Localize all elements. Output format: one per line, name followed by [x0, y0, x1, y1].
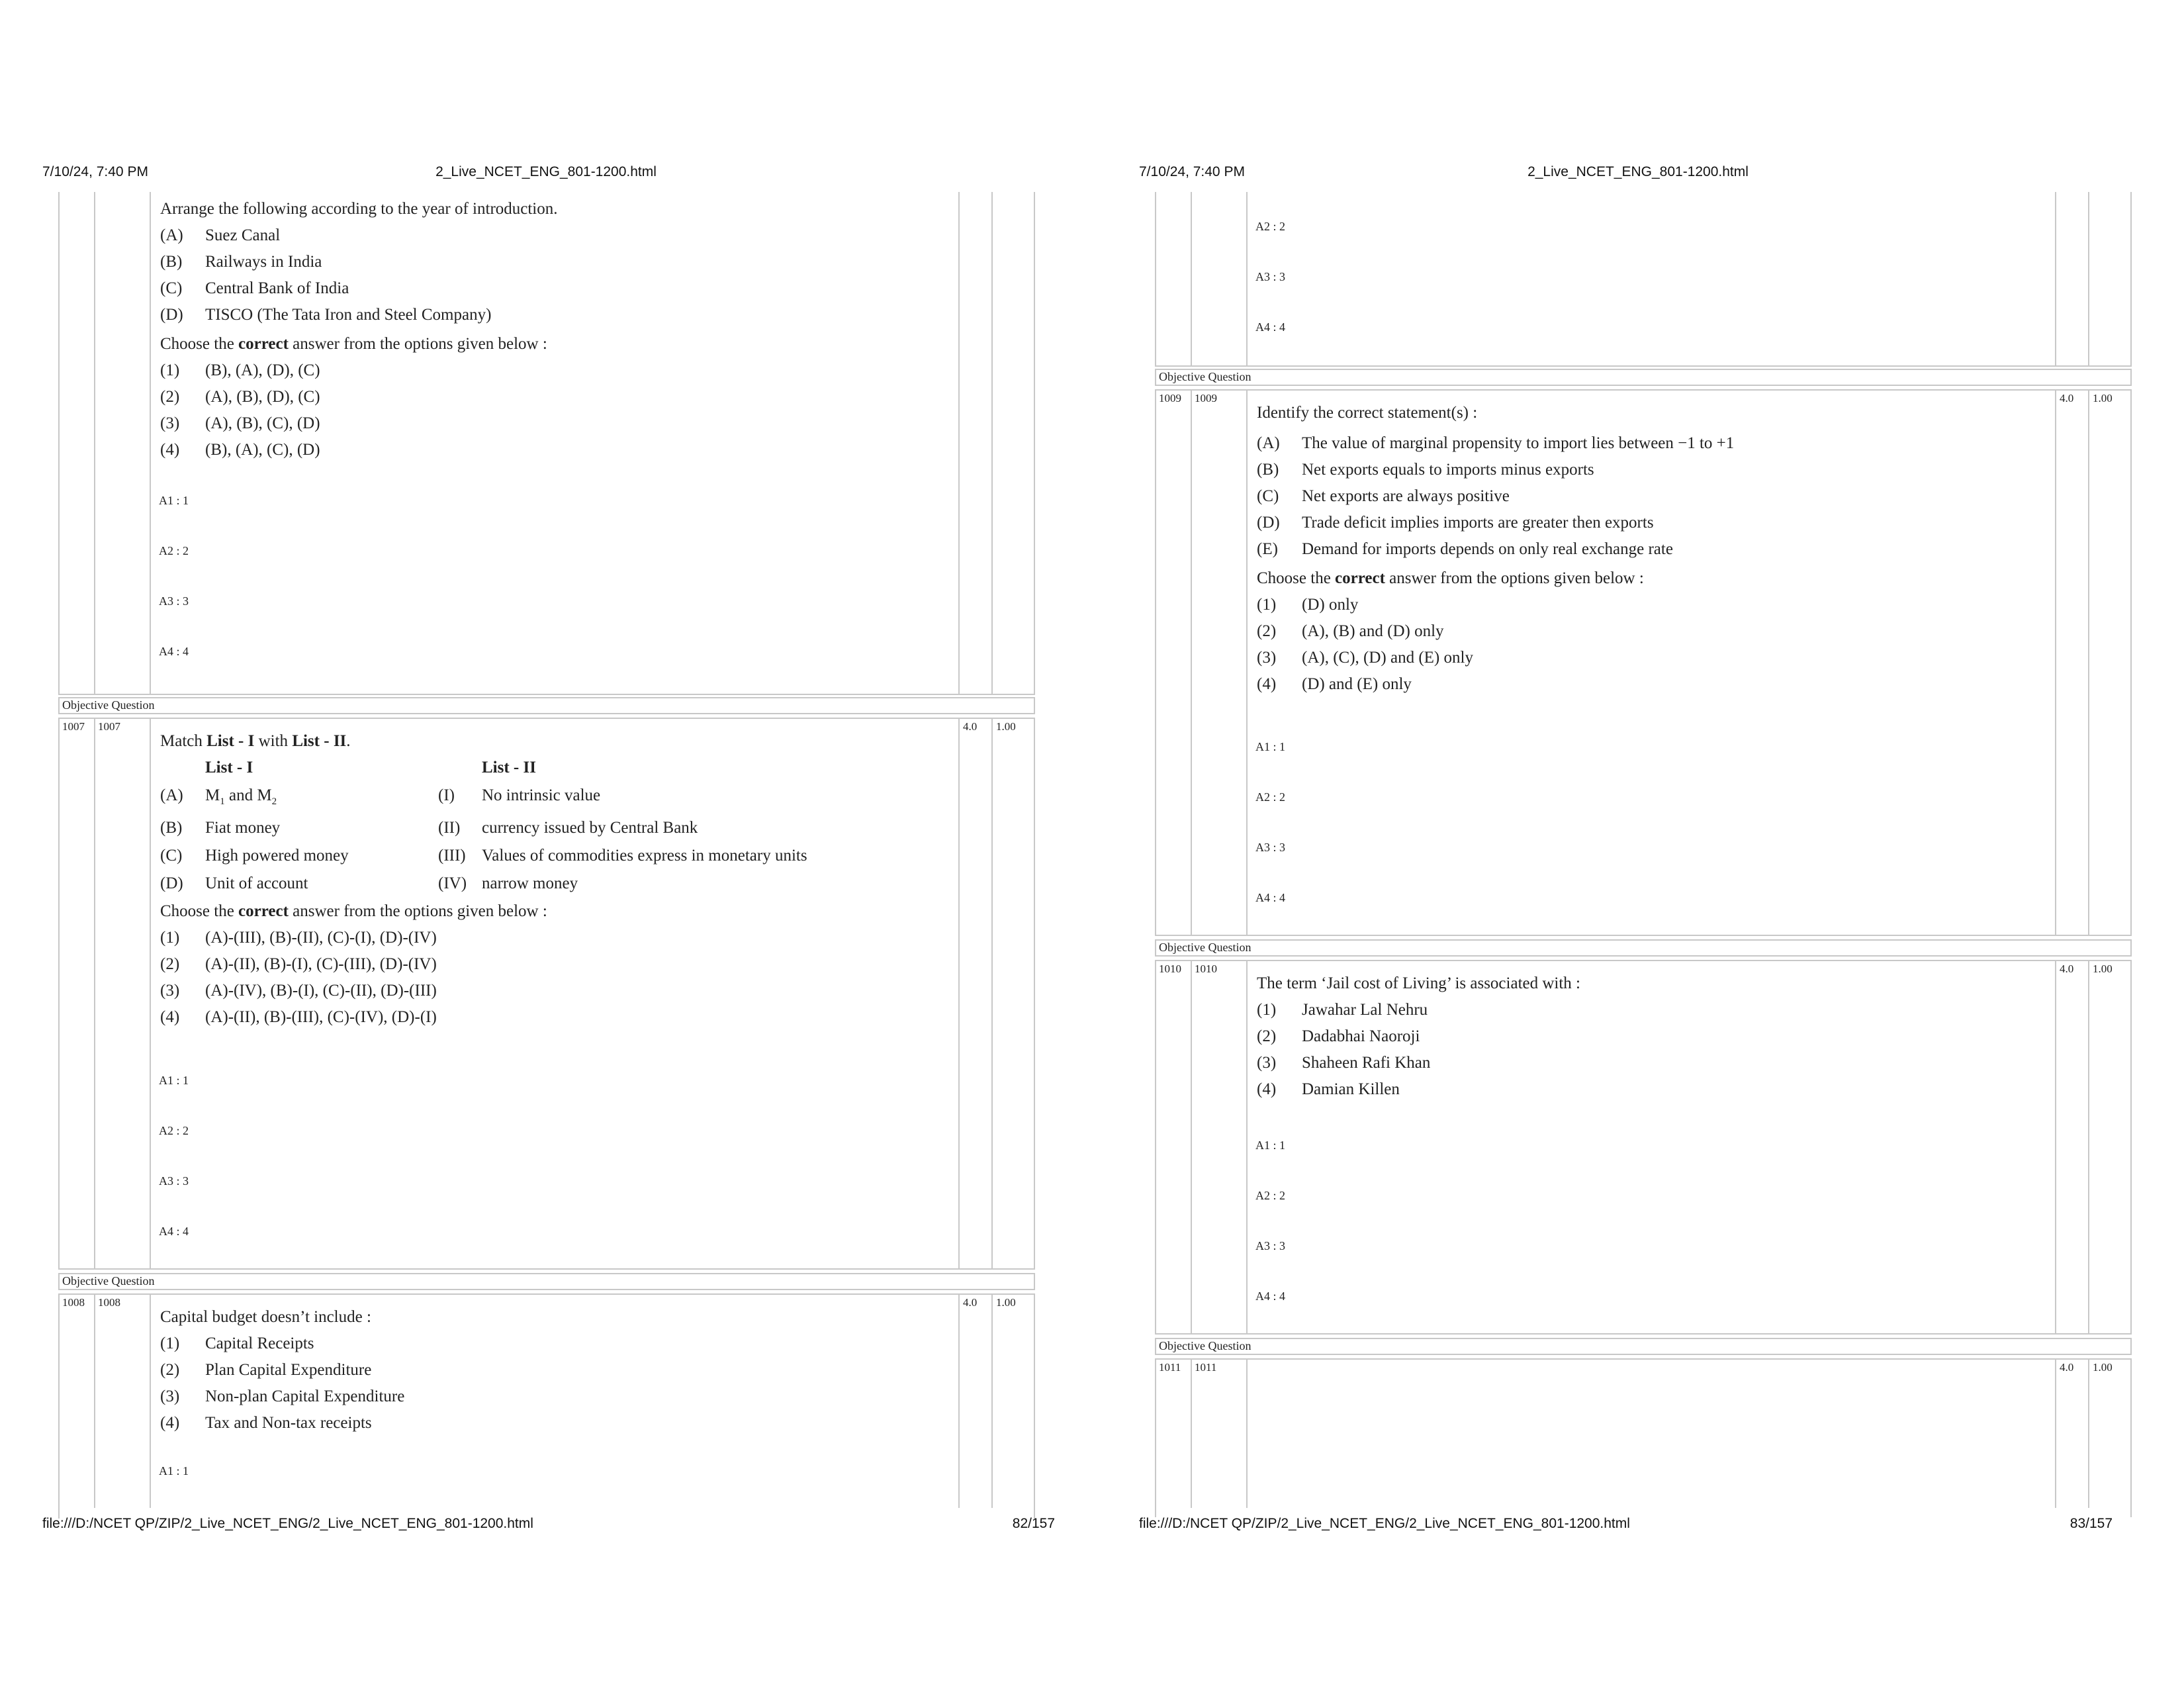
table-border	[1191, 389, 1192, 936]
objective-question-label: Objective Question	[1159, 941, 1251, 954]
option-text: Shaheen Rafi Khan	[1302, 1054, 1431, 1072]
table-border	[958, 718, 960, 1270]
match-row	[160, 782, 807, 815]
item-text: Suez Canal	[205, 226, 281, 244]
table-border	[1155, 192, 1156, 367]
item-text: Railways in India	[205, 253, 322, 271]
question-marks: 4.0	[2060, 1361, 2074, 1374]
answer-label: A3 : 3	[159, 1174, 189, 1188]
option-text: Plan Capital Expenditure	[205, 1361, 372, 1379]
answer-label: A1 : 1	[1255, 740, 1285, 753]
header-title: 2_Live_NCET_ENG_801-1200.html	[1527, 164, 1749, 179]
option-key: (3)	[160, 982, 180, 1000]
option-text: (A), (C), (D) and (E) only	[1302, 649, 1473, 667]
question-continued	[160, 196, 558, 463]
table-border	[2088, 1358, 2089, 1508]
option-key: (4)	[160, 441, 180, 459]
question-id: 1007	[98, 720, 120, 733]
question-marks: 4.0	[2060, 392, 2074, 404]
option-text: Capital Receipts	[205, 1335, 314, 1352]
option-key: (4)	[160, 1008, 180, 1026]
objective-question-label: Objective Question	[62, 698, 155, 712]
table-border	[2088, 389, 2089, 936]
item-text: TISCO (The Tata Iron and Steel Company)	[205, 306, 492, 324]
option-text: (A), (B), (C), (D)	[205, 414, 320, 432]
table-border	[58, 192, 60, 695]
answer-label: A3 : 3	[1255, 841, 1285, 854]
option-text: (A)-(II), (B)-(I), (C)-(III), (D)-(IV)	[205, 955, 437, 973]
answer-label: A4 : 4	[1255, 1289, 1285, 1303]
objective-question-header	[58, 697, 1035, 714]
list1-text: Fiat money	[205, 819, 281, 837]
option-text: Tax and Non-tax receipts	[205, 1414, 372, 1432]
table-border	[2055, 1358, 2056, 1508]
objective-question-header	[58, 1273, 1035, 1290]
subscript: 1	[220, 796, 225, 807]
list2-text: narrow money	[482, 874, 578, 892]
option-key: (1)	[160, 929, 180, 947]
subscript: 2	[271, 796, 277, 807]
objective-question-label: Objective Question	[1159, 370, 1251, 383]
question-negative-marks: 1.00	[2093, 392, 2113, 404]
match-row	[160, 843, 807, 870]
answer-label: A4 : 4	[159, 645, 189, 658]
list2-key: (IV)	[438, 874, 467, 892]
question-1009	[1257, 400, 1734, 698]
answer-label: A1 : 1	[159, 1074, 189, 1087]
list1-key: (A)	[160, 786, 183, 804]
question-id: 1011	[1195, 1361, 1217, 1374]
footer-path: file:///D:/NCET QP/ZIP/2_Live_NCET_ENG/2_Live_NCET_ENG_801-1200.html	[42, 1516, 533, 1531]
question-stem: Identify the correct statement(s) :	[1257, 404, 1478, 422]
question-id: 1010	[1159, 962, 1181, 975]
option-text: (A)-(III), (B)-(II), (C)-(I), (D)-(IV)	[205, 929, 437, 947]
stem-text: .	[346, 732, 351, 750]
objective-question-header	[1155, 369, 2132, 386]
table-border	[2088, 960, 2089, 1335]
item-text: Demand for imports depends on only real exchange rate	[1302, 540, 1673, 558]
item-text: Net exports are always positive	[1302, 487, 1510, 505]
question-id: 1009	[1159, 392, 1181, 404]
choose-bold: correct	[238, 335, 289, 353]
list2-key: (I)	[438, 786, 455, 804]
header-date: 7/10/24, 7:40 PM	[42, 164, 148, 179]
question-stem: Capital budget doesn’t include :	[160, 1308, 371, 1326]
option-key: (4)	[1257, 1080, 1277, 1098]
item-text: Trade deficit implies imports are greater then exports	[1302, 514, 1654, 532]
stem-bold: List - I	[206, 732, 255, 750]
answer-label: A2 : 2	[1255, 220, 1285, 233]
table-border	[2055, 192, 2056, 367]
question-id: 1008	[62, 1296, 85, 1309]
option-key: (4)	[1257, 675, 1277, 693]
table-border	[1155, 365, 2132, 367]
option-text: Dadabhai Naoroji	[1302, 1027, 1420, 1045]
item-text: Net exports equals to imports minus exports	[1302, 461, 1594, 479]
option-key: (3)	[1257, 1054, 1277, 1072]
answer-label: A2 : 2	[1255, 790, 1285, 804]
footer-path: file:///D:/NCET QP/ZIP/2_Live_NCET_ENG/2_Live_NCET_ENG_801-1200.html	[1139, 1516, 1630, 1531]
question-id: 1009	[1195, 392, 1217, 404]
choose-text: Choose the	[160, 335, 239, 353]
option-text: Jawahar Lal Nehru	[1302, 1001, 1428, 1019]
option-text: (D) only	[1302, 596, 1359, 614]
table-border	[1191, 192, 1192, 367]
item-key: (B)	[160, 253, 183, 271]
option-key: (2)	[160, 955, 180, 973]
option-key: (4)	[160, 1414, 180, 1432]
option-text: (A)-(II), (B)-(III), (C)-(IV), (D)-(I)	[205, 1008, 437, 1026]
item-key: (D)	[160, 306, 183, 324]
table-border	[1191, 960, 1192, 1335]
option-text: (B), (A), (C), (D)	[205, 441, 320, 459]
choose-bold: correct	[1335, 569, 1385, 587]
answer-label: A4 : 4	[1255, 320, 1285, 334]
option-key: (2)	[160, 388, 180, 406]
choose-text: answer from the options given below :	[1385, 569, 1644, 587]
list1-heading: List - I	[205, 759, 253, 776]
answer-label: A1 : 1	[1255, 1139, 1285, 1152]
option-text: Damian Killen	[1302, 1080, 1400, 1098]
option-key: (1)	[160, 1335, 180, 1352]
table-border	[2088, 192, 2089, 367]
answer-label: A2 : 2	[159, 1124, 189, 1137]
option-key: (2)	[160, 1361, 180, 1379]
list1-text: M	[205, 786, 220, 804]
right-page	[1092, 0, 2184, 1688]
question-id: 1008	[98, 1296, 120, 1309]
header-date: 7/10/24, 7:40 PM	[1139, 164, 1245, 179]
item-key: (D)	[1257, 514, 1280, 532]
option-key: (1)	[1257, 1001, 1277, 1019]
table-border	[150, 1293, 151, 1508]
match-row	[160, 870, 807, 898]
question-block-1011	[1155, 1358, 2132, 1517]
answer-label: A4 : 4	[159, 1225, 189, 1238]
question-stem: Arrange the following according to the year of introduction.	[160, 200, 558, 218]
question-id: 1010	[1195, 962, 1217, 975]
item-text: Central Bank of India	[205, 279, 349, 297]
question-stem: The term ‘Jail cost of Living’ is associated with :	[1257, 974, 1581, 992]
option-key: (1)	[160, 361, 180, 379]
item-key: (A)	[1257, 434, 1280, 452]
option-text: (B), (A), (D), (C)	[205, 361, 320, 379]
objective-question-label: Objective Question	[1159, 1339, 1251, 1352]
list2-key: (III)	[438, 847, 466, 865]
match-row	[160, 815, 807, 843]
choose-text: answer from the options given below :	[288, 335, 547, 353]
option-key: (1)	[1257, 596, 1277, 614]
question-1008	[160, 1304, 404, 1436]
table-border	[94, 1293, 95, 1508]
option-text: (D) and (E) only	[1302, 675, 1412, 693]
option-key: (2)	[1257, 1027, 1277, 1045]
question-id: 1011	[1159, 1361, 1181, 1374]
answer-label: A4 : 4	[1255, 891, 1285, 904]
objective-question-header	[1155, 1338, 2132, 1355]
objective-question-header	[1155, 939, 2132, 957]
choose-text: Choose the	[1257, 569, 1336, 587]
list1-key: (B)	[160, 819, 183, 837]
question-id: 1007	[62, 720, 85, 733]
choose-text: Choose the	[160, 902, 239, 920]
table-border	[94, 718, 95, 1270]
table-border	[1246, 389, 1248, 936]
question-negative-marks: 1.00	[2093, 962, 2113, 975]
list1-key: (D)	[160, 874, 183, 892]
item-key: (E)	[1257, 540, 1278, 558]
question-marks: 4.0	[963, 1296, 978, 1309]
item-key: (B)	[1257, 461, 1279, 479]
option-text: (A), (B) and (D) only	[1302, 622, 1444, 640]
list2-heading: List - II	[482, 759, 536, 776]
item-text: The value of marginal propensity to import lies between −1 to +1	[1302, 434, 1735, 452]
question-negative-marks: 1.00	[2093, 1361, 2113, 1374]
list2-text: No intrinsic value	[482, 786, 601, 804]
option-key: (3)	[1257, 649, 1277, 667]
option-text: (A), (B), (D), (C)	[205, 388, 320, 406]
list1-text: High powered money	[205, 847, 349, 865]
list1-key: (C)	[160, 847, 183, 865]
header-title: 2_Live_NCET_ENG_801-1200.html	[435, 164, 657, 179]
table-border	[958, 192, 960, 695]
footer-page-number: 83/157	[2070, 1516, 2113, 1531]
item-key: (A)	[160, 226, 183, 244]
answer-label: A2 : 2	[159, 544, 189, 557]
table-border	[2130, 192, 2132, 367]
option-text: Non-plan Capital Expenditure	[205, 1387, 405, 1405]
question-marks: 4.0	[963, 720, 978, 733]
question-marks: 4.0	[2060, 962, 2074, 975]
question-1007	[160, 728, 807, 1031]
table-border	[1034, 192, 1035, 695]
answer-label: A3 : 3	[1255, 1239, 1285, 1252]
choose-text: answer from the options given below :	[288, 902, 547, 920]
footer-page-number: 82/157	[1012, 1516, 1055, 1531]
list1-text: Unit of account	[205, 874, 308, 892]
answer-label: A2 : 2	[1255, 1189, 1285, 1202]
question-negative-marks: 1.00	[996, 1296, 1016, 1309]
choose-bold: correct	[238, 902, 289, 920]
table-border	[958, 1293, 960, 1508]
table-border	[1191, 1358, 1192, 1508]
table-border	[991, 192, 993, 695]
list1-text: and M	[224, 786, 272, 804]
table-border	[150, 718, 151, 1270]
table-border	[2055, 960, 2056, 1335]
list2-text: Values of commodities express in monetary units	[482, 847, 807, 865]
stem-text: Match	[160, 732, 207, 750]
option-key: (2)	[1257, 622, 1277, 640]
table-border	[150, 192, 151, 695]
match-table	[160, 755, 807, 898]
answer-label: A1 : 1	[159, 1464, 189, 1477]
option-key: (3)	[160, 1387, 180, 1405]
list2-key: (II)	[438, 819, 461, 837]
table-border	[1246, 960, 1248, 1335]
stem-bold: List - II	[292, 732, 347, 750]
option-text: (A)-(IV), (B)-(I), (C)-(II), (D)-(III)	[205, 982, 437, 1000]
table-border	[58, 694, 1035, 695]
item-key: (C)	[1257, 487, 1279, 505]
table-border	[94, 192, 95, 695]
option-key: (3)	[160, 414, 180, 432]
objective-question-label: Objective Question	[62, 1274, 155, 1288]
table-border	[991, 718, 993, 1270]
question-1010	[1257, 970, 1580, 1103]
table-border	[1246, 1358, 1248, 1508]
list2-text: currency issued by Central Bank	[482, 819, 698, 837]
question-negative-marks: 1.00	[996, 720, 1016, 733]
answer-label: A3 : 3	[159, 594, 189, 608]
table-border	[2055, 389, 2056, 936]
answer-label: A3 : 3	[1255, 270, 1285, 283]
table-border	[991, 1293, 993, 1508]
answer-label: A1 : 1	[159, 494, 189, 507]
stem-text: with	[254, 732, 293, 750]
item-key: (C)	[160, 279, 183, 297]
table-border	[1246, 192, 1248, 367]
